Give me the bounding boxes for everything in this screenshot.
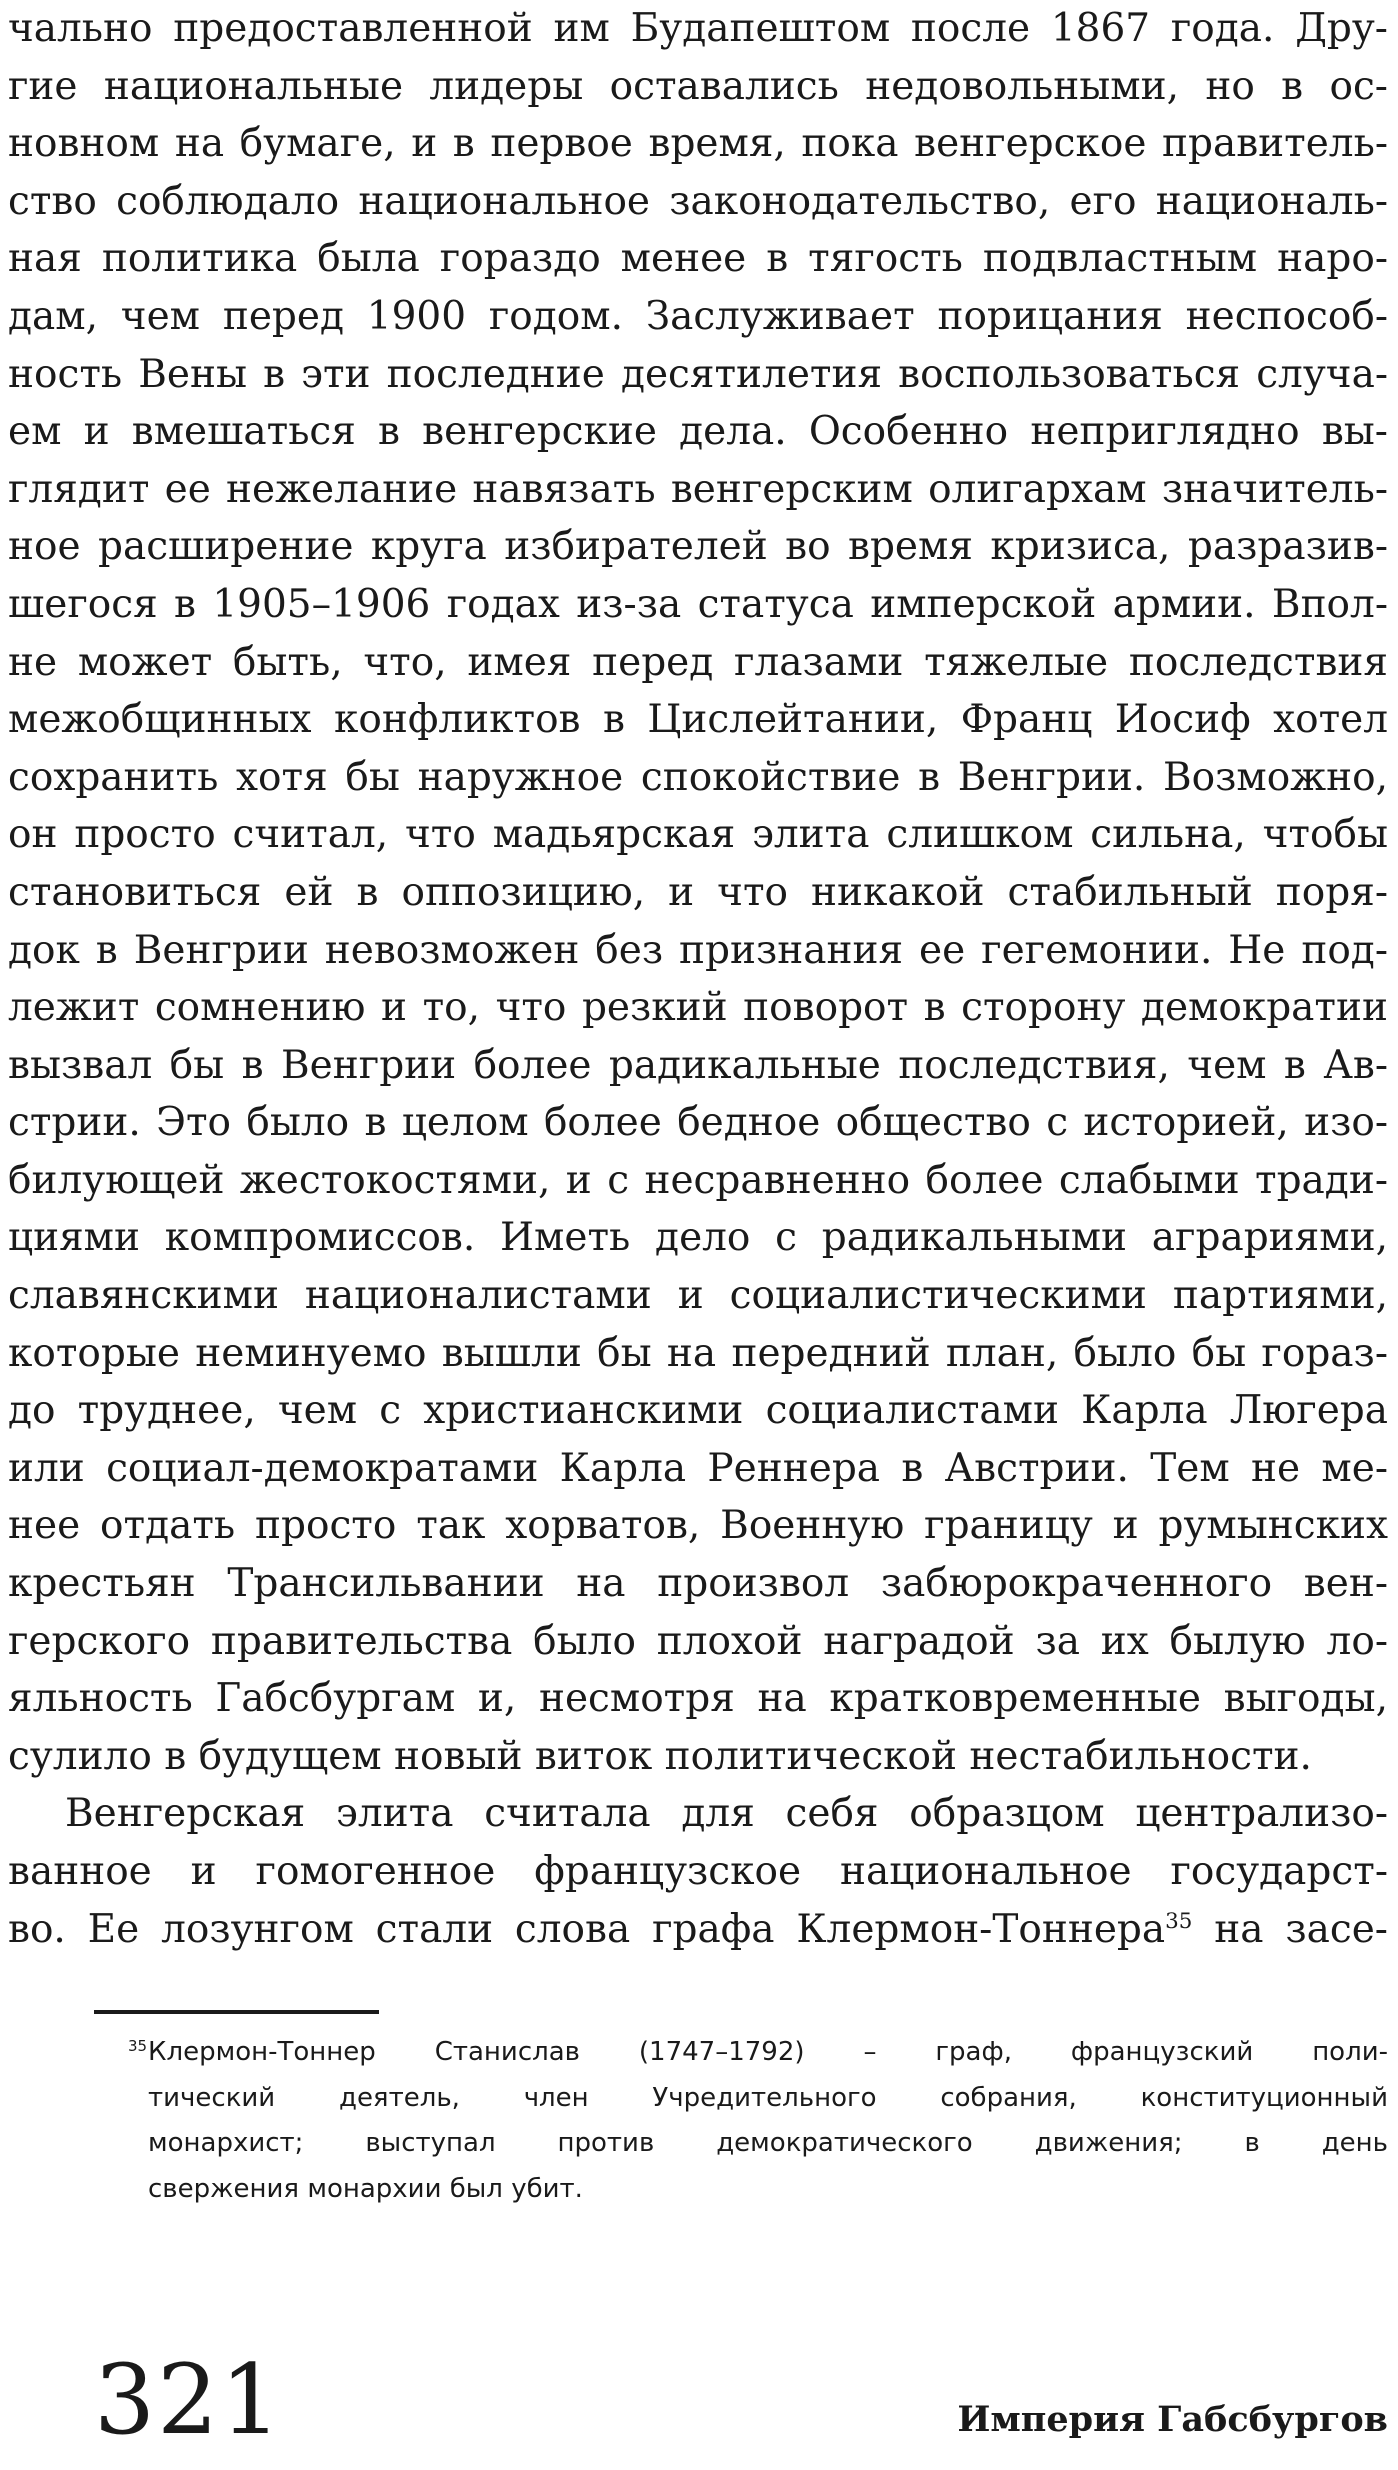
text-line: ность Вены в эти последние десятилетия воспользоваться случа- xyxy=(8,351,1388,397)
text-line: ное расширение круга избирателей во время кризиса, разразив- xyxy=(8,524,1388,570)
text-line: ство соблюдало национальное законодательство, его националь- xyxy=(8,178,1388,224)
text-line: которые неминуемо вышли бы на передний план, было бы гораз- xyxy=(8,1330,1388,1376)
text-line: яльность Габсбургам и, несмотря на кратковременные выгоды, xyxy=(8,1676,1388,1722)
text-line: ванное и гомогенное французское национальное государст- xyxy=(8,1849,1388,1894)
text-line: славянскими националистами и социалистическими партиями, xyxy=(8,1273,1388,1319)
text-line: сулило в будущем новый виток политической нестабильности. xyxy=(8,1733,1312,1779)
text-line: билующей жестокостями, и с несравненно более слабыми тради- xyxy=(8,1157,1388,1203)
text-line: или социал-демократами Карла Реннера в Австрии. Тем не ме- xyxy=(8,1445,1388,1491)
text-line: док в Венгрии невозможен без признания ее гегемонии. Не под- xyxy=(8,927,1388,973)
footnote-line: монархист; выступал против демократического движения; в день xyxy=(148,2128,1388,2158)
text-line: он просто считал, что мадьярская элита слишком сильна, чтобы xyxy=(8,812,1388,858)
text-line: циями компромиссов. Иметь дело с радикальными аграриями, xyxy=(8,1215,1388,1261)
text-fragment: во. Ее лозунгом стали слова графа Клермон-Тоннера xyxy=(8,1906,1166,1952)
text-line: лежит сомнению и то, что резкий поворот в сторону демократии xyxy=(8,985,1388,1031)
text-line: Венгерская элита считала для себя образцом централизо- xyxy=(65,1791,1388,1837)
footnote xyxy=(128,2030,1388,2212)
text-fragment: на засе- xyxy=(1192,1906,1388,1952)
text-line: сохранить хотя бы наружное спокойствие в Венгрии. Возможно, xyxy=(8,754,1388,800)
text-line: чально предоставленной им Будапештом после 1867 года. Дру- xyxy=(8,6,1388,51)
footnote-line: тический деятель, член Учредительного собрания, конституционный xyxy=(148,2082,1388,2113)
running-title: Империя Габсбургов xyxy=(957,2399,1388,2440)
text-line: герского правительства было плохой наградой за их былую ло- xyxy=(8,1618,1388,1664)
text-line: становиться ей в оппозицию, и что никакой стабильный поря- xyxy=(8,869,1388,915)
text-line: глядит ее нежелание навязать венгерским олигархам значитель- xyxy=(8,466,1388,512)
main-text xyxy=(8,0,1388,1958)
text-line: ем и вмешаться в венгерские дела. Особенно неприглядно вы- xyxy=(8,409,1388,455)
text-line: межобщинных конфликтов в Цислейтании, Франц Иосиф хотел xyxy=(8,697,1388,743)
text-line: гие национальные лидеры оставались недовольными, но в ос- xyxy=(8,63,1388,109)
paragraph xyxy=(8,1785,1388,1958)
text-line: до труднее, чем с христианскими социалистами Карла Люгера xyxy=(8,1388,1388,1434)
footnote-line: Клермон-Тоннер Станислав (1747–1792) – граф, французский поли- xyxy=(148,2037,1388,2067)
text-line: новном на бумаге, и в первое время, пока венгерское правитель- xyxy=(8,121,1388,167)
paragraph xyxy=(8,0,1388,1785)
text-line: вызвал бы в Венгрии более радикальные последствия, чем в Ав- xyxy=(8,1042,1388,1088)
footnote-reference[interactable]: 35 xyxy=(1165,1908,1193,1934)
text-line: дам, чем перед 1900 годом. Заслуживает порицания неспособ- xyxy=(8,293,1388,339)
text-line: крестьян Трансильвании на произвол забюрокраченного вен- xyxy=(8,1561,1388,1607)
text-line: стрии. Это было в целом более бедное общество с историей, изо- xyxy=(8,1100,1388,1146)
page-number: 321 xyxy=(94,2344,284,2456)
text-line xyxy=(8,1901,1388,1959)
text-line: не может быть, что, имея перед глазами тяжелые последствия xyxy=(8,639,1388,685)
text-line: шегося в 1905–1906 годах из-за статуса имперской армии. Впол- xyxy=(8,581,1388,627)
footnote-separator xyxy=(94,2010,379,2014)
text-line: ная политика была гораздо менее в тягость подвластным наро- xyxy=(8,236,1388,282)
text-line: нее отдать просто так хорватов, Военную границу и румынских xyxy=(8,1503,1388,1549)
footnote-number: 35 xyxy=(128,2037,148,2055)
footnote-line: свержения монархии был убит. xyxy=(148,2173,583,2204)
